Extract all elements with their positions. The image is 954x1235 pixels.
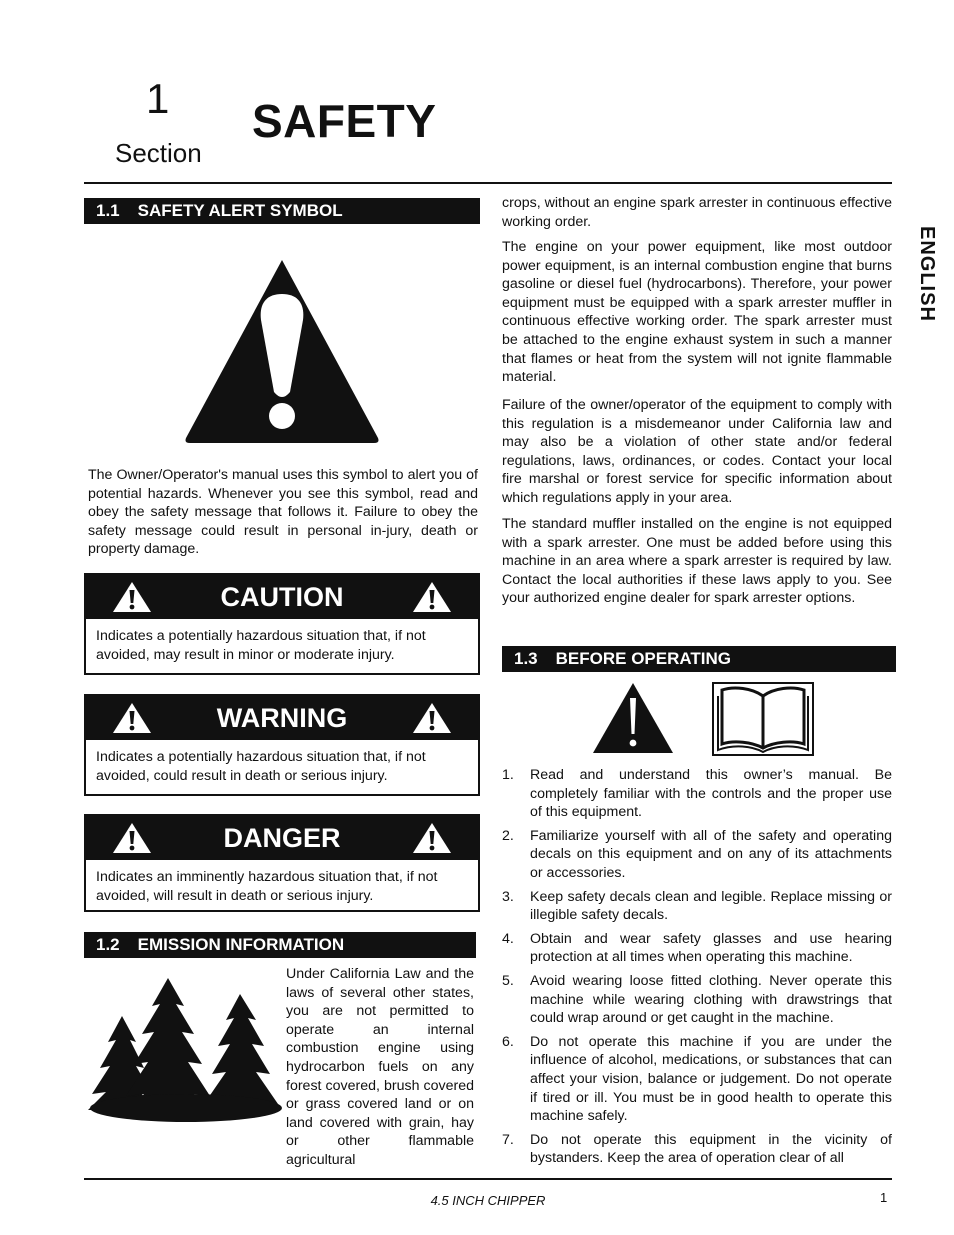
section-number: 1	[146, 75, 170, 122]
emission-paragraph-4: The standard muffler installed on the engine is not equipped with a spark arrester. One must be added before using this machine in an area where a spark arrester is required by law. Contact the local authorities if these laws apply to you. See your authorized engine dealer for spark arrester options.	[502, 516, 892, 607]
warning-label: WARNING	[216, 703, 348, 733]
bottom-divider	[84, 1178, 892, 1180]
emission-paragraph-3: Failure of the owner/operator of the equipment to comply with this regulation is a misdemeanor under California law and may also be a violation of other state and/or federal regulations, laws, ordinances, or codes. Contact your local fire marshal or forest service for specific information about which regulations apply in your area.	[502, 397, 892, 506]
page-number: 1	[880, 1190, 888, 1205]
side-tab-label: ENGLISH	[916, 226, 938, 322]
warning-text: Indicates a potentially hazardous situation that, if not avoided, could result in death or serious injury.	[96, 749, 426, 784]
warning-triangle-icon	[412, 581, 452, 613]
section-word: Section	[115, 138, 202, 168]
alert-symbol-paragraph: The Owner/Operator's manual uses this symbol to alert you of potential hazards. Whenever you see this symbol, read and obey the safety message that follows it. Failure to obey the safety message could result in personal in-jury, death or property damage.	[88, 467, 478, 558]
warning-header	[86, 696, 478, 740]
section-1-2-heading	[84, 932, 476, 958]
danger-header	[86, 816, 478, 860]
pine-trees-icon	[86, 976, 282, 1124]
list-item-text: Familiarize yourself with all of the safety and operating decals on this equipment and on any of its attachments or accessories.	[530, 827, 892, 881]
list-item	[502, 930, 892, 967]
heading-number: 1.1	[96, 201, 120, 220]
caution-text: Indicates a potentially hazardous situation that, if not avoided, may result in minor or moderate injury.	[96, 628, 426, 663]
list-item-text: Obtain and wear safety glasses and use hearing protection at all times when operating this machine.	[530, 930, 892, 966]
emission-paragraph-2: The engine on your power equipment, like most outdoor power equipment, is an internal combustion engine that burns gasoline or diesel fuel (hydrocarbons). Therefore, your power equipment must be equipped with a spark arrester muffler in continuous effective working order. The spark arrester must be attached to the engine exhaust system in such a manner that flames or heat from the system will not ignite flammable material.	[502, 239, 892, 386]
warning-box	[84, 694, 480, 796]
list-item-number: 5.	[502, 972, 514, 989]
list-item-text: Do not operate this equipment in the vicinity of bystanders. Keep the area of operation clear of all	[530, 1131, 892, 1167]
heading-number: 1.2	[96, 935, 120, 954]
list-item	[502, 827, 892, 883]
list-item-text: Read and understand this owner’s manual. Be completely familiar with the controls and the proper use of this equipment.	[530, 767, 892, 821]
emission-paragraph-1-cont: crops, without an engine spark arrester in continuous effective working order.	[502, 195, 892, 230]
caution-box	[84, 573, 480, 675]
before-operating-list	[502, 766, 892, 1173]
section-1-3-heading	[502, 646, 896, 672]
danger-text: Indicates an imminently hazardous situation that, if not avoided, will result in death or serious injury.	[96, 869, 438, 904]
list-item	[502, 766, 892, 822]
list-item-text: Keep safety decals clean and legible. Replace missing or illegible safety decals.	[530, 888, 892, 924]
list-item-number: 1.	[502, 767, 514, 783]
language-side-tab	[904, 226, 954, 366]
heading-title: BEFORE OPERATING	[555, 649, 732, 668]
list-item-text: Do not operate this machine if you are under the influence of alcohol, medications, or substances that can affect your vision, balance or judgement. Do not operate if tired or ill. You must be in good health to operate this machine safely.	[530, 1033, 892, 1125]
list-item	[502, 1131, 892, 1168]
list-item	[502, 1033, 892, 1126]
emission-paragraph-1: Under California Law and the laws of several other states, you are not permitted to operate an internal combustion engine using hydrocarbon fuels on any forest covered, brush covered or grass covered land or on land covered with grain, hay or other flammable agricultural	[286, 966, 474, 1168]
caution-label: CAUTION	[220, 582, 344, 612]
list-item	[502, 888, 892, 925]
list-item-number: 3.	[502, 888, 514, 905]
section-1-1-heading	[84, 198, 480, 224]
danger-label: DANGER	[223, 823, 341, 853]
list-item-number: 4.	[502, 930, 514, 947]
caution-header	[86, 575, 478, 619]
page-title: SAFETY	[252, 95, 437, 147]
safety-alert-icon	[592, 682, 674, 754]
list-item-number: 7.	[502, 1131, 514, 1148]
top-divider	[84, 182, 892, 184]
safety-alert-icon	[184, 256, 380, 444]
warning-triangle-icon	[412, 702, 452, 734]
danger-box	[84, 814, 480, 912]
heading-number: 1.3	[514, 649, 538, 668]
list-item-number: 6.	[502, 1033, 514, 1050]
heading-title: EMISSION INFORMATION	[137, 935, 345, 954]
heading-title: SAFETY ALERT SYMBOL	[137, 201, 343, 220]
open-book-icon	[712, 682, 814, 756]
list-item-text: Avoid wearing loose fitted clothing. Never operate this machine while wearing clothing with drawstrings that could wrap around or get caught in the machine.	[530, 972, 892, 1027]
list-item	[502, 972, 892, 1028]
list-item-number: 2.	[502, 827, 514, 844]
warning-triangle-icon	[412, 822, 452, 854]
footer-document-title: 4.5 INCH CHIPPER	[430, 1193, 546, 1208]
